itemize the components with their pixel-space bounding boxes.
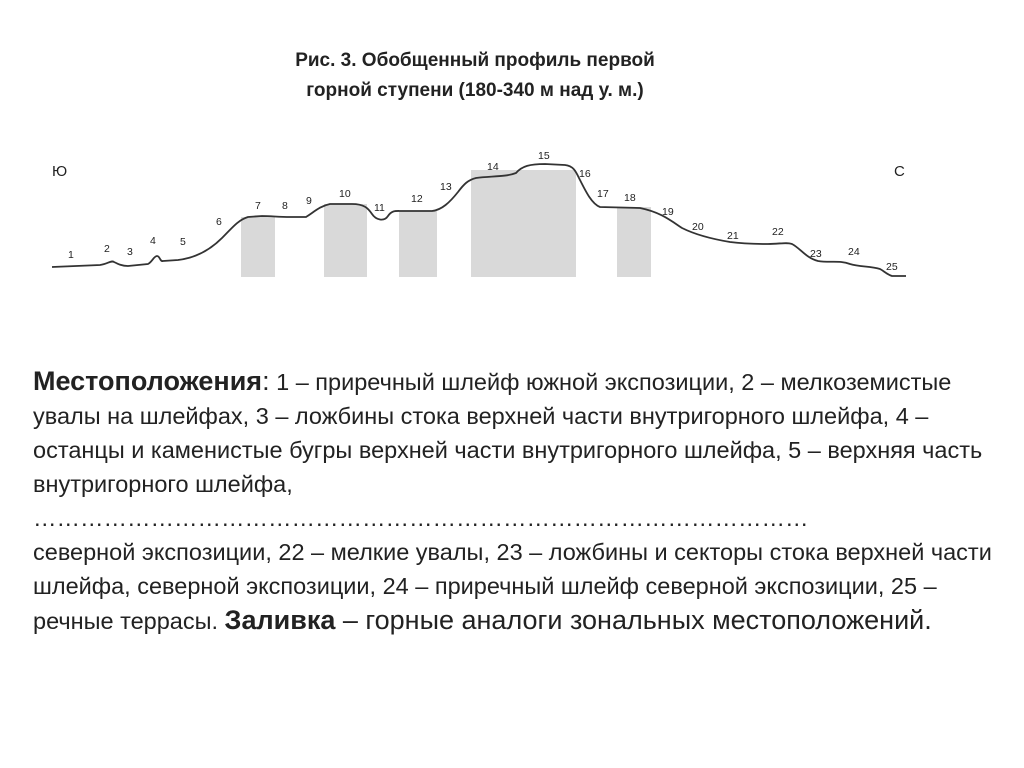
point-label-12: 12 bbox=[411, 193, 423, 205]
legend-text-part2: северной экспозиции, 22 – мелкие увалы, 23 – ложбины и секторы стока верхней части шлейфа, северной экспозиции, 24 – приречный шлейф северной экспозиции, 25 – речные террасы. bbox=[33, 539, 992, 634]
terrain-profile-diagram bbox=[0, 140, 1024, 300]
point-label-23: 23 bbox=[810, 248, 822, 260]
direction-south-label: Ю bbox=[52, 163, 68, 180]
legend-lead-term: Местоположения bbox=[33, 366, 263, 396]
legend-fill-term: Заливка bbox=[224, 605, 336, 635]
direction-north-label: С bbox=[894, 163, 905, 180]
legend-fill-description: – горные аналоги зональных местоположений. bbox=[335, 605, 932, 635]
point-label-4: 4 bbox=[150, 235, 156, 247]
point-label-25: 25 bbox=[886, 261, 898, 273]
figure-title bbox=[0, 46, 950, 106]
fill-area-12 bbox=[399, 211, 437, 277]
point-label-17: 17 bbox=[597, 188, 609, 200]
legend-ellipsis-dots: ……………………………………………………………………………………… bbox=[33, 505, 809, 531]
fill-area-18 bbox=[617, 207, 651, 277]
point-label-5: 5 bbox=[180, 236, 186, 248]
point-label-15: 15 bbox=[538, 150, 550, 162]
point-label-7: 7 bbox=[255, 200, 261, 212]
fill-area-7 bbox=[241, 217, 275, 277]
figure-title-line2: горной ступени (180-340 м над у. м.) bbox=[306, 80, 644, 101]
point-label-3: 3 bbox=[127, 246, 133, 258]
fill-area-14-15 bbox=[471, 170, 576, 277]
point-label-8: 8 bbox=[282, 200, 288, 212]
point-label-13: 13 bbox=[440, 181, 452, 193]
fill-area-10 bbox=[324, 204, 367, 277]
point-label-18: 18 bbox=[624, 192, 636, 204]
point-label-21: 21 bbox=[727, 230, 739, 242]
figure-title-line1: Рис. 3. Обобщенный профиль первой bbox=[295, 50, 655, 71]
legend-paragraph bbox=[33, 364, 993, 638]
point-label-20: 20 bbox=[692, 221, 704, 233]
point-label-16: 16 bbox=[579, 168, 591, 180]
point-label-2: 2 bbox=[104, 243, 110, 255]
point-label-1: 1 bbox=[68, 249, 74, 261]
point-label-24: 24 bbox=[848, 246, 860, 258]
point-label-6: 6 bbox=[216, 216, 222, 228]
legend-colon: : bbox=[262, 366, 270, 396]
point-label-10: 10 bbox=[339, 188, 351, 200]
point-label-19: 19 bbox=[662, 206, 674, 218]
point-label-9: 9 bbox=[306, 195, 312, 207]
point-label-14: 14 bbox=[487, 161, 499, 173]
point-label-22: 22 bbox=[772, 226, 784, 238]
point-label-11: 11 bbox=[374, 202, 385, 214]
legend-text-part1: 1 – приречный шлейф южной экспозиции, 2 – мелкоземистые увалы на шлейфах, 3 – ложбины стока верхней части внутригорного шлейфа, 4 – останцы и каменистые бугры верхней части внутригорного шлейфа, 5 – верхняя часть внутригорного шлейфа, bbox=[33, 369, 983, 497]
